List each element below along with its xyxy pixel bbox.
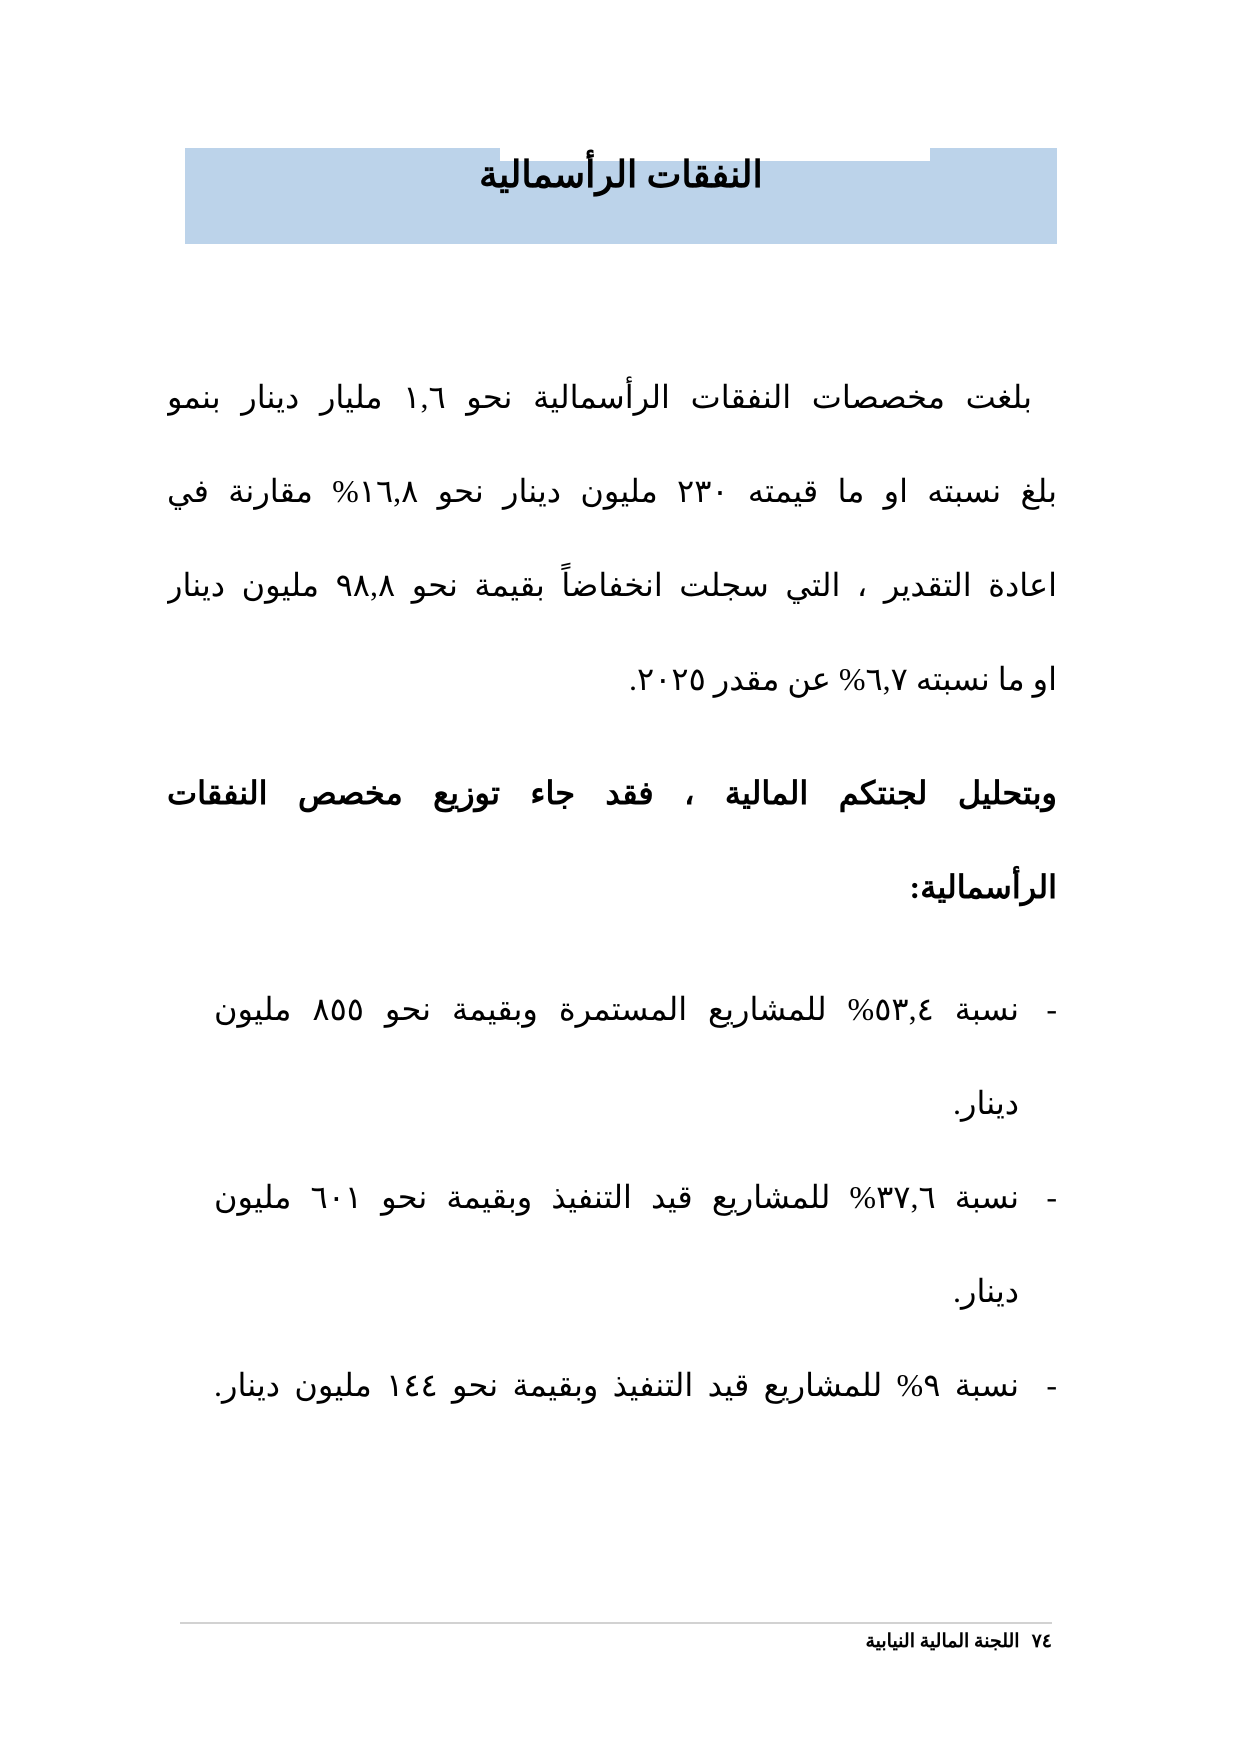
footer-divider xyxy=(180,1622,1052,1624)
text-line: وبتحليل لجنتكم المالية ، فقد جاء توزيع مخصص النفقات xyxy=(167,775,1057,811)
section-title-banner xyxy=(185,148,1057,244)
bullet-dash-marker: - xyxy=(1046,1179,1057,1215)
text-line: نسبة ٥٣,٤% للمشاريع المستمرة وبقيمة نحو ٨٥٥ مليون xyxy=(214,991,1019,1027)
text-line: بلغت مخصصات النفقات الرأسمالية نحو ١,٦ مليار دينار بنمو xyxy=(167,379,1033,415)
text-line: اعادة التقدير ، التي سجلت انخفاضاً بقيمة نحو ٩٨,٨ مليون دينار xyxy=(167,567,1057,603)
bullet-dash-marker: - xyxy=(1046,1367,1057,1403)
text-line: نسبة ٩% للمشاريع قيد التنفيذ وبقيمة نحو ١٤٤ مليون دينار. xyxy=(214,1367,1019,1403)
bullet-dash-marker: - xyxy=(1046,991,1057,1027)
paragraph-intro xyxy=(167,350,1057,726)
paragraph-analysis xyxy=(167,746,1057,934)
footer-label: اللجنة المالية النيابية xyxy=(865,1631,1020,1652)
section-title: النفقات الرأسمالية xyxy=(479,155,763,196)
text-line: دينار. xyxy=(952,1085,1019,1121)
text-line: دينار. xyxy=(952,1273,1019,1309)
footer xyxy=(865,1627,1052,1657)
text-line: نسبة ٣٧,٦% للمشاريع قيد التنفيذ وبقيمة نحو ٦٠١ مليون xyxy=(214,1179,1019,1215)
text-line: الرأسمالية: xyxy=(909,869,1057,905)
bullet-item xyxy=(214,1150,1057,1338)
document-body xyxy=(167,350,1057,1432)
text-line: بلغ نسبته او ما قيمته ٢٣٠ مليون دينار نحو ١٦,٨% مقارنة في xyxy=(167,473,1057,509)
bullet-list xyxy=(214,962,1057,1432)
bullet-item xyxy=(214,962,1057,1150)
bullet-item xyxy=(214,1338,1057,1432)
text-line: او ما نسبته ٦,٧% عن مقدر ٢٠٢٥. xyxy=(629,661,1057,697)
footer-page-number: ٧٤ xyxy=(1031,1631,1052,1652)
